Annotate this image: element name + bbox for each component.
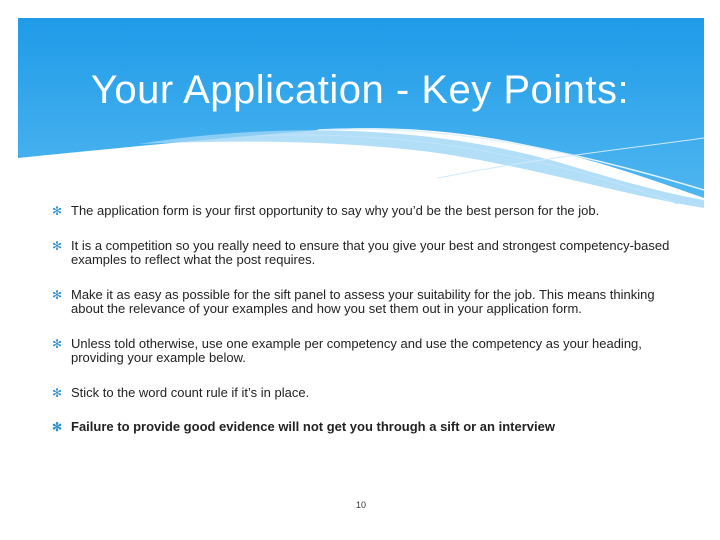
bullet-text: It is a competition so you really need to ensure that you give your best and strongest competency-based examples to reflect what the post requires.: [71, 237, 670, 267]
asterisk-icon: ✻: [52, 385, 63, 400]
asterisk-icon: ✻: [52, 204, 63, 218]
asterisk-icon: ✻: [52, 238, 63, 253]
bullet-item: [52, 288, 672, 317]
bullet-item: [52, 386, 672, 401]
bullet-item: [52, 337, 672, 366]
title-banner: [18, 18, 704, 218]
bullet-text: Make it as easy as possible for the sift panel to assess your suitability for the job. This means thinking about the relevance of your examples and how you set them out in your application form.: [71, 286, 655, 316]
bullet-item: [52, 239, 672, 268]
bullet-item: [52, 420, 672, 435]
bullet-list: [52, 204, 672, 435]
bullet-item: [52, 204, 672, 219]
asterisk-icon: ✻: [52, 287, 63, 302]
page-number: 10: [356, 500, 367, 510]
bullet-text: Failure to provide good evidence will not get you through a sift or an interview: [71, 419, 555, 434]
slide-title: Your Application - Key Points:: [90, 68, 630, 112]
bullet-text: Stick to the word count rule if it’s in place.: [71, 384, 310, 400]
bullet-text: Unless told otherwise, use one example per competency and use the competency as your heading, providing your example below.: [71, 335, 642, 365]
asterisk-icon: ✻: [52, 336, 63, 351]
asterisk-icon: ✻: [52, 420, 63, 434]
bullet-text: The application form is your first opportunity to say why you’d be the best person for the job.: [71, 203, 600, 218]
banner-wave-graphic: [18, 18, 704, 218]
